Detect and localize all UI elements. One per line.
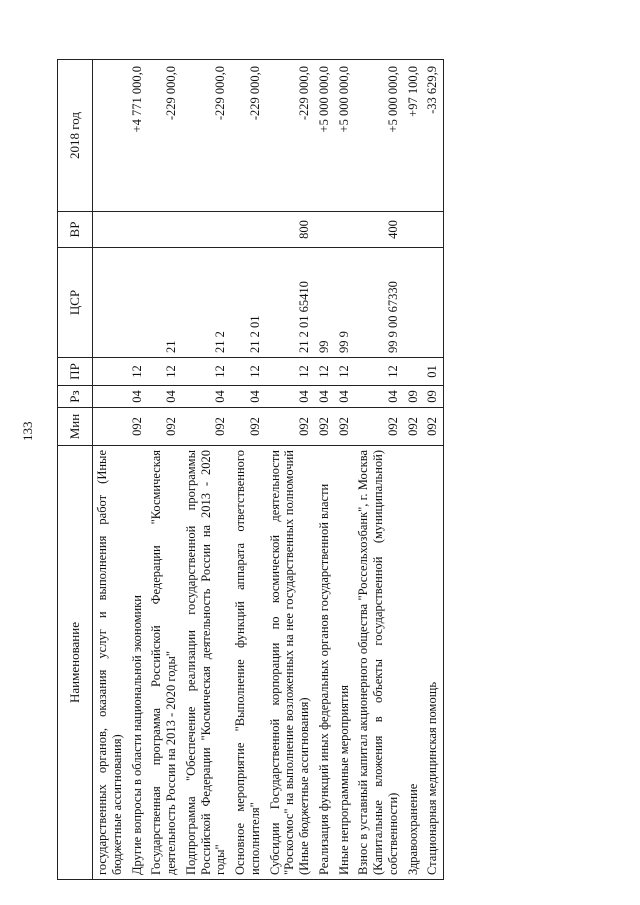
row-pr: 12	[182, 358, 231, 386]
row-pr	[404, 358, 424, 386]
row-value	[93, 60, 128, 212]
row-value: -229 000,0	[266, 60, 315, 212]
row-min: 092	[231, 408, 266, 446]
row-csr: 99 9 00 67330	[354, 248, 403, 358]
row-name: Субсидии Государственной корпорации по космической деятельности "Роскосмос" на выполнение возложенных на нее государственных полномочий (Иные бюджетные ассигнования)	[266, 446, 315, 880]
row-pr	[93, 358, 128, 386]
table-row	[266, 60, 315, 880]
table-row	[182, 60, 231, 880]
row-rz: 04	[231, 386, 266, 408]
row-csr: 21 2 01	[231, 248, 266, 358]
row-min: 092	[335, 408, 355, 446]
row-rz: 04	[266, 386, 315, 408]
row-pr: 12	[354, 358, 403, 386]
table-row	[315, 60, 335, 880]
header-name: Наименование	[58, 446, 93, 880]
header-min: Мин	[58, 408, 93, 446]
row-value: +5 000 000,0	[315, 60, 335, 212]
row-min: 092	[182, 408, 231, 446]
row-vr	[404, 212, 424, 248]
row-vr: 800	[266, 212, 315, 248]
row-value: -33 629,9	[423, 60, 443, 212]
table-row	[404, 60, 424, 880]
budget-table	[57, 59, 444, 880]
row-csr: 21 2 01 65410	[266, 248, 315, 358]
row-name: Взнос в уставный капитал акционерного общества "Россельхозбанк", г. Москва (Капитальные вложения в объекты государственной (муниципальной) собственности)	[354, 446, 403, 880]
header-csr: ЦСР	[58, 248, 93, 358]
row-value: -229 000,0	[231, 60, 266, 212]
table-row	[354, 60, 403, 880]
row-vr	[128, 212, 148, 248]
row-min: 092	[147, 408, 182, 446]
row-name: Другие вопросы в области национальной экономики	[128, 446, 148, 880]
row-vr	[182, 212, 231, 248]
row-rz: 04	[182, 386, 231, 408]
table-row	[128, 60, 148, 880]
row-rz: 04	[335, 386, 355, 408]
row-csr	[93, 248, 128, 358]
row-csr: 21	[147, 248, 182, 358]
rotated-table-container	[57, 60, 627, 880]
row-rz: 09	[423, 386, 443, 408]
row-pr: 12	[266, 358, 315, 386]
row-min: 092	[128, 408, 148, 446]
row-min: 092	[315, 408, 335, 446]
row-name: Основное мероприятие "Выполнение функций аппарата ответственного исполнителя"	[231, 446, 266, 880]
row-min: 092	[354, 408, 403, 446]
header-year: 2018 год	[58, 60, 93, 212]
row-pr: 01	[423, 358, 443, 386]
row-rz: 04	[354, 386, 403, 408]
row-value: -229 000,0	[147, 60, 182, 212]
row-rz: 04	[315, 386, 335, 408]
row-name: Реализация функций иных федеральных органов государственной власти	[315, 446, 335, 880]
row-value: -229 000,0	[182, 60, 231, 212]
row-min: 092	[423, 408, 443, 446]
row-min: 092	[404, 408, 424, 446]
row-vr: 400	[354, 212, 403, 248]
row-value: +97 100,0	[404, 60, 424, 212]
row-vr	[335, 212, 355, 248]
row-vr	[423, 212, 443, 248]
row-vr	[147, 212, 182, 248]
row-vr	[315, 212, 335, 248]
row-rz: 04	[147, 386, 182, 408]
row-pr: 12	[335, 358, 355, 386]
row-csr	[423, 248, 443, 358]
row-name: Государственная программа Российской Федерации "Космическая деятельность России на 2013 - 2020 годы"	[147, 446, 182, 880]
row-name: Иные непрограммные мероприятия	[335, 446, 355, 880]
page-number: 133	[20, 421, 35, 441]
row-csr: 99	[315, 248, 335, 358]
row-rz	[93, 386, 128, 408]
table-row	[423, 60, 443, 880]
table-row	[335, 60, 355, 880]
table-row	[231, 60, 266, 880]
table-row	[147, 60, 182, 880]
row-csr: 99 9	[335, 248, 355, 358]
row-pr: 12	[128, 358, 148, 386]
row-min: 092	[266, 408, 315, 446]
row-name: Здравоохранение	[404, 446, 424, 880]
row-value: +5 000 000,0	[335, 60, 355, 212]
row-pr: 12	[231, 358, 266, 386]
row-rz: 04	[128, 386, 148, 408]
row-min	[93, 408, 128, 446]
row-pr: 12	[315, 358, 335, 386]
row-csr: 21 2	[182, 248, 231, 358]
row-csr	[404, 248, 424, 358]
row-pr: 12	[147, 358, 182, 386]
row-name: государственных органов, оказания услуг и выполнения работ (Иные бюджетные ассигнования)	[93, 446, 128, 880]
header-pr: ПР	[58, 358, 93, 386]
row-csr	[128, 248, 148, 358]
row-vr	[231, 212, 266, 248]
row-value: +5 000 000,0	[354, 60, 403, 212]
header-vr: ВР	[58, 212, 93, 248]
table-row	[93, 60, 128, 880]
table-header-row	[58, 60, 93, 880]
row-vr	[93, 212, 128, 248]
row-name: Подпрограмма "Обеспечение реализации государственной программы Российской Федерации "Космическая деятельность России на 2013 - 2020 годы"	[182, 446, 231, 880]
row-value: +4 771 000,0	[128, 60, 148, 212]
header-rz: Рз	[58, 386, 93, 408]
row-name: Стационарная медицинская помощь	[423, 446, 443, 880]
row-rz: 09	[404, 386, 424, 408]
